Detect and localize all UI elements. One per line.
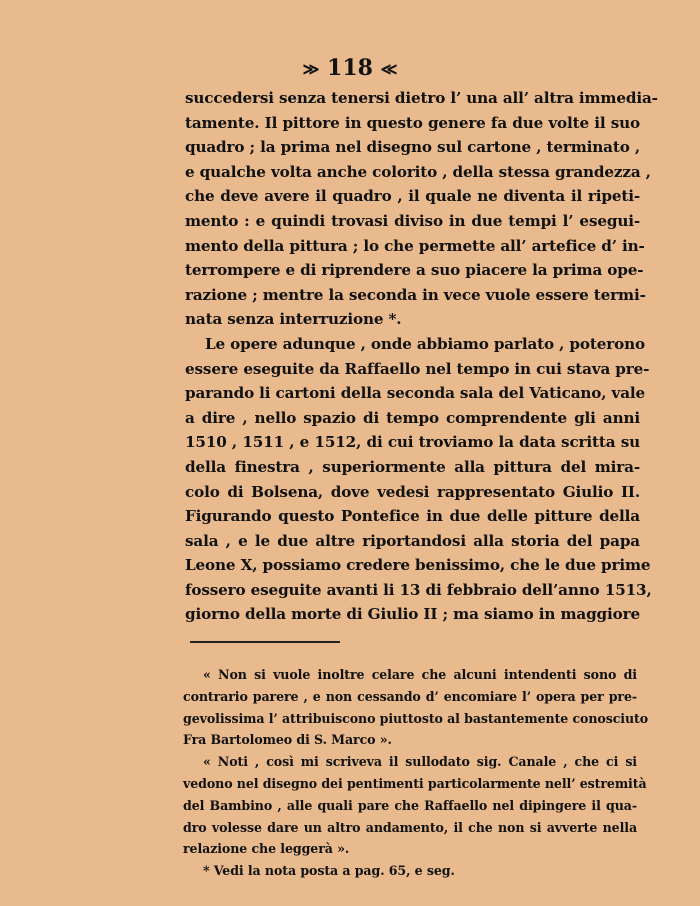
right-ornament: ≪ xyxy=(380,59,398,79)
page-header xyxy=(0,55,700,81)
page-number: 118 xyxy=(327,55,373,81)
footnote-line: dro volesse dare un altro andamento, il che non si avverte nella xyxy=(183,819,637,835)
footnote-line: « Non si vuole inoltre celare che alcuni intendenti sono di xyxy=(203,667,637,682)
body-line: della finestra , superiormente alla pittura del mira- xyxy=(185,457,640,476)
footnote-line: vedono nel disegno dei pentimenti particolarmente nell’ estremità xyxy=(183,775,647,791)
body-line: Le opere adunque , onde abbiamo parlato , poterono xyxy=(205,334,645,353)
body-line: mento : e quindi trovasi diviso in due tempi l’ esegui- xyxy=(185,211,640,230)
body-line: sala , e le due altre riportandosi alla storia del papa xyxy=(185,531,640,550)
footnote-separator xyxy=(190,641,340,643)
left-ornament: ≫ xyxy=(302,59,320,79)
body-line: mento della pittura ; lo che permette all’ artefice d’ in- xyxy=(185,236,645,255)
footnote-line: * Vedi la nota posta a pag. 65, e seg. xyxy=(203,863,455,879)
body-line: essere eseguite da Raffaello nel tempo in cui stava pre- xyxy=(185,359,650,378)
footnote-line: gevolissima l’ attribuiscono piuttosto al bastantemente conosciuto xyxy=(183,710,649,726)
body-line: nata senza interruzione *. xyxy=(185,310,402,329)
body-text xyxy=(185,86,658,627)
body-line: succedersi senza tenersi dietro l’ una all’ altra immedia- xyxy=(185,89,658,107)
footnote-line: contrario parere , e non cessando d’ encomiare l’ opera per pre- xyxy=(183,688,637,704)
footnote-line: Fra Bartolomeo di S. Marco ». xyxy=(183,732,392,748)
body-line: fossero eseguite avanti li 13 di febbraio dell’anno 1513, xyxy=(185,580,652,599)
body-line: 1510 , 1511 , e 1512, di cui troviamo la data scritta su xyxy=(185,433,640,452)
footnote-line: « Noti , così mi scriveva il sullodato sig. Canale , che ci si xyxy=(203,754,637,770)
body-line: giorno della morte di Giulio II ; ma siamo in maggiore xyxy=(185,605,640,624)
body-line: a dire , nello spazio di tempo comprendente gli anni xyxy=(185,408,640,427)
body-line: e qualche volta anche colorito , della stessa grandezza , xyxy=(185,162,651,181)
body-line: quadro ; la prima nel disegno sul cartone , terminato , xyxy=(185,138,640,157)
body-line: Leone X, possiamo credere benissimo, che le due prime xyxy=(185,556,651,575)
body-line: Figurando questo Pontefice in due delle pitture della xyxy=(185,507,640,526)
body-line: razione ; mentre la seconda in vece vuole essere termi- xyxy=(185,285,646,304)
body-line: parando li cartoni della seconda sala del Vaticano, vale xyxy=(185,384,646,403)
footnote-line: relazione che leggerà ». xyxy=(183,841,350,857)
body-line: colo di Bolsena, dove vedesi rappresentato Giulio II. xyxy=(185,482,640,501)
body-line: terrompere e di riprendere a suo piacere la prima ope- xyxy=(185,261,644,280)
footnotes xyxy=(183,664,649,882)
body-line: che deve avere il quadro , il quale ne diventa il ripeti- xyxy=(185,187,640,206)
footnote-line: del Bambino , alle quali pare che Raffaello nel dipingere il qua- xyxy=(183,797,637,813)
body-line: tamente. Il pittore in questo genere fa due volte il suo xyxy=(185,113,640,132)
